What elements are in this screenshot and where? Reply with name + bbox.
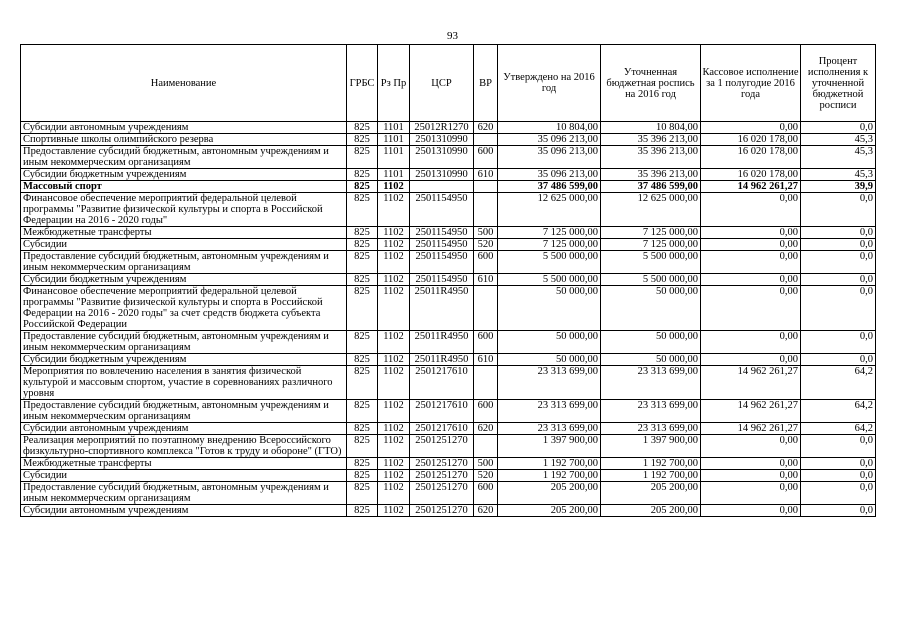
- cell-name: Субсидии автономным учреждениям: [21, 423, 347, 435]
- cell-percent: 0,0: [801, 482, 876, 505]
- cell-rzpr: 1102: [378, 251, 410, 274]
- cell-cash: 0,00: [701, 193, 801, 227]
- table-row: [21, 181, 876, 193]
- cell-percent: 45,3: [801, 146, 876, 169]
- cell-vr: 500: [474, 227, 498, 239]
- cell-approved: 23 313 699,00: [498, 423, 601, 435]
- table-row: [21, 482, 876, 505]
- cell-name: Предоставление субсидий бюджетным, автономным учреждениям и иным некоммерческим организациям: [21, 146, 347, 169]
- cell-name: Предоставление субсидий бюджетным, автономным учреждениям и иным некоммерческим организациям: [21, 400, 347, 423]
- cell-rzpr: 1102: [378, 482, 410, 505]
- table-row: [21, 331, 876, 354]
- cell-csr: 2501251270: [410, 435, 474, 458]
- cell-vr: 620: [474, 423, 498, 435]
- cell-refined: 35 396 213,00: [601, 134, 701, 146]
- cell-name: Предоставление субсидий бюджетным, автономным учреждениям и иным некоммерческим организациям: [21, 331, 347, 354]
- cell-approved: 37 486 599,00: [498, 181, 601, 193]
- cell-refined: 23 313 699,00: [601, 400, 701, 423]
- cell-csr: 2501154950: [410, 251, 474, 274]
- header-cash: Кассовое исполнение за 1 полугодие 2016 года: [701, 45, 801, 122]
- cell-cash: 0,00: [701, 505, 801, 517]
- cell-cash: 14 962 261,27: [701, 181, 801, 193]
- cell-approved: 205 200,00: [498, 505, 601, 517]
- cell-vr: 600: [474, 482, 498, 505]
- cell-cash: 14 962 261,27: [701, 400, 801, 423]
- cell-percent: 0,0: [801, 122, 876, 134]
- cell-cash: 0,00: [701, 122, 801, 134]
- cell-approved: 23 313 699,00: [498, 366, 601, 400]
- cell-rzpr: 1102: [378, 458, 410, 470]
- table-row: [21, 505, 876, 517]
- cell-rzpr: 1102: [378, 505, 410, 517]
- cell-approved: 5 500 000,00: [498, 274, 601, 286]
- cell-vr: [474, 181, 498, 193]
- cell-percent: 0,0: [801, 435, 876, 458]
- cell-refined: 5 500 000,00: [601, 251, 701, 274]
- cell-vr: [474, 134, 498, 146]
- table-row: [21, 193, 876, 227]
- cell-vr: 610: [474, 274, 498, 286]
- cell-rzpr: 1101: [378, 146, 410, 169]
- cell-percent: 64,2: [801, 400, 876, 423]
- cell-name: Субсидии бюджетным учреждениям: [21, 354, 347, 366]
- cell-cash: 0,00: [701, 470, 801, 482]
- cell-csr: 25012R1270: [410, 122, 474, 134]
- cell-csr: 2501154950: [410, 227, 474, 239]
- cell-cash: 16 020 178,00: [701, 146, 801, 169]
- cell-vr: 600: [474, 146, 498, 169]
- cell-csr: 2501251270: [410, 470, 474, 482]
- cell-approved: 50 000,00: [498, 286, 601, 331]
- cell-name: Финансовое обеспечение мероприятий федеральной целевой программы "Развитие физической культуры и спорта в Российской Федерации на 2016 - 2020 годы": [21, 193, 347, 227]
- cell-rzpr: 1102: [378, 400, 410, 423]
- cell-approved: 23 313 699,00: [498, 400, 601, 423]
- cell-grbs: 825: [347, 227, 378, 239]
- cell-csr: 25011R4950: [410, 354, 474, 366]
- cell-vr: 520: [474, 239, 498, 251]
- cell-grbs: 825: [347, 423, 378, 435]
- cell-refined: 10 804,00: [601, 122, 701, 134]
- cell-grbs: 825: [347, 193, 378, 227]
- cell-refined: 7 125 000,00: [601, 239, 701, 251]
- page-number: 93: [447, 30, 458, 42]
- cell-csr: 2501310990: [410, 169, 474, 181]
- cell-csr: 2501154950: [410, 239, 474, 251]
- cell-percent: 0,0: [801, 505, 876, 517]
- cell-rzpr: 1102: [378, 366, 410, 400]
- cell-grbs: 825: [347, 122, 378, 134]
- cell-cash: 0,00: [701, 251, 801, 274]
- cell-grbs: 825: [347, 505, 378, 517]
- cell-refined: 37 486 599,00: [601, 181, 701, 193]
- cell-approved: 12 625 000,00: [498, 193, 601, 227]
- table-row: [21, 354, 876, 366]
- cell-percent: 0,0: [801, 251, 876, 274]
- cell-grbs: 825: [347, 274, 378, 286]
- cell-cash: 0,00: [701, 239, 801, 251]
- cell-refined: 12 625 000,00: [601, 193, 701, 227]
- cell-name: Межбюджетные трансферты: [21, 458, 347, 470]
- cell-refined: 1 192 700,00: [601, 458, 701, 470]
- cell-vr: 600: [474, 400, 498, 423]
- header-csr: ЦСР: [410, 45, 474, 122]
- table-body: [21, 122, 876, 517]
- cell-rzpr: 1101: [378, 134, 410, 146]
- cell-grbs: 825: [347, 181, 378, 193]
- cell-rzpr: 1102: [378, 239, 410, 251]
- cell-vr: 600: [474, 331, 498, 354]
- cell-approved: 1 192 700,00: [498, 458, 601, 470]
- cell-cash: 0,00: [701, 482, 801, 505]
- cell-grbs: 825: [347, 400, 378, 423]
- cell-name: Субсидии автономным учреждениям: [21, 505, 347, 517]
- table-row: [21, 239, 876, 251]
- cell-grbs: 825: [347, 331, 378, 354]
- cell-percent: 39,9: [801, 181, 876, 193]
- table-row: [21, 274, 876, 286]
- cell-rzpr: 1102: [378, 181, 410, 193]
- table-row: [21, 423, 876, 435]
- cell-rzpr: 1102: [378, 435, 410, 458]
- cell-approved: 1 192 700,00: [498, 470, 601, 482]
- cell-vr: 620: [474, 505, 498, 517]
- cell-csr: 2501251270: [410, 482, 474, 505]
- cell-refined: 205 200,00: [601, 482, 701, 505]
- cell-grbs: 825: [347, 482, 378, 505]
- cell-csr: 2501217610: [410, 400, 474, 423]
- cell-vr: 610: [474, 169, 498, 181]
- cell-name: Межбюджетные трансферты: [21, 227, 347, 239]
- cell-rzpr: 1101: [378, 169, 410, 181]
- cell-percent: 0,0: [801, 286, 876, 331]
- cell-name: Предоставление субсидий бюджетным, автономным учреждениям и иным некоммерческим организациям: [21, 482, 347, 505]
- cell-refined: 205 200,00: [601, 505, 701, 517]
- cell-vr: 620: [474, 122, 498, 134]
- cell-cash: 0,00: [701, 458, 801, 470]
- header-refined: Уточненная бюджетная роспись на 2016 год: [601, 45, 701, 122]
- cell-grbs: 825: [347, 251, 378, 274]
- cell-cash: 0,00: [701, 331, 801, 354]
- table-row: [21, 458, 876, 470]
- cell-csr: 2501217610: [410, 366, 474, 400]
- cell-approved: 1 397 900,00: [498, 435, 601, 458]
- cell-approved: 35 096 213,00: [498, 146, 601, 169]
- cell-vr: [474, 193, 498, 227]
- cell-grbs: 825: [347, 134, 378, 146]
- cell-refined: 35 396 213,00: [601, 169, 701, 181]
- table-row: [21, 227, 876, 239]
- cell-name: Предоставление субсидий бюджетным, автономным учреждениям и иным некоммерческим организациям: [21, 251, 347, 274]
- cell-name: Субсидии: [21, 470, 347, 482]
- cell-refined: 1 192 700,00: [601, 470, 701, 482]
- cell-grbs: 825: [347, 286, 378, 331]
- cell-rzpr: 1102: [378, 331, 410, 354]
- cell-approved: 7 125 000,00: [498, 227, 601, 239]
- cell-csr: 2501310990: [410, 134, 474, 146]
- cell-approved: 10 804,00: [498, 122, 601, 134]
- cell-grbs: 825: [347, 458, 378, 470]
- cell-cash: 0,00: [701, 274, 801, 286]
- cell-csr: 2501154950: [410, 274, 474, 286]
- table-row: [21, 169, 876, 181]
- cell-approved: 205 200,00: [498, 482, 601, 505]
- cell-csr: 2501251270: [410, 505, 474, 517]
- cell-percent: 0,0: [801, 331, 876, 354]
- cell-refined: 23 313 699,00: [601, 366, 701, 400]
- cell-refined: 35 396 213,00: [601, 146, 701, 169]
- cell-rzpr: 1102: [378, 286, 410, 331]
- cell-cash: 14 962 261,27: [701, 423, 801, 435]
- cell-csr: 2501310990: [410, 146, 474, 169]
- cell-grbs: 825: [347, 435, 378, 458]
- cell-approved: 50 000,00: [498, 354, 601, 366]
- cell-name: Субсидии бюджетным учреждениям: [21, 169, 347, 181]
- cell-vr: 610: [474, 354, 498, 366]
- cell-grbs: 825: [347, 470, 378, 482]
- cell-percent: 0,0: [801, 354, 876, 366]
- cell-cash: 16 020 178,00: [701, 169, 801, 181]
- table-row: [21, 146, 876, 169]
- cell-csr: [410, 181, 474, 193]
- header-grbs: ГРБС: [347, 45, 378, 122]
- cell-grbs: 825: [347, 354, 378, 366]
- cell-refined: 50 000,00: [601, 354, 701, 366]
- cell-name: Спортивные школы олимпийского резерва: [21, 134, 347, 146]
- cell-cash: 14 962 261,27: [701, 366, 801, 400]
- table-header-row: [21, 45, 876, 122]
- budget-table: [20, 44, 876, 517]
- cell-name: Субсидии: [21, 239, 347, 251]
- cell-name: Финансовое обеспечение мероприятий федеральной целевой программы "Развитие физической культуры и спорта в Российской Федерации на 2016 - 2020 годы" за счет средств бюджета субъекта Российской Федерации: [21, 286, 347, 331]
- cell-percent: 45,3: [801, 134, 876, 146]
- table-row: [21, 286, 876, 331]
- cell-grbs: 825: [347, 146, 378, 169]
- cell-refined: 7 125 000,00: [601, 227, 701, 239]
- header-percent: Процент исполнения к уточненной бюджетной росписи: [801, 45, 876, 122]
- cell-refined: 50 000,00: [601, 331, 701, 354]
- cell-name: Субсидии бюджетным учреждениям: [21, 274, 347, 286]
- cell-csr: 2501154950: [410, 193, 474, 227]
- cell-refined: 23 313 699,00: [601, 423, 701, 435]
- cell-csr: 2501251270: [410, 458, 474, 470]
- cell-approved: 7 125 000,00: [498, 239, 601, 251]
- cell-cash: 0,00: [701, 435, 801, 458]
- cell-percent: 45,3: [801, 169, 876, 181]
- cell-csr: 2501217610: [410, 423, 474, 435]
- cell-cash: 0,00: [701, 286, 801, 331]
- cell-rzpr: 1102: [378, 274, 410, 286]
- cell-rzpr: 1102: [378, 193, 410, 227]
- cell-grbs: 825: [347, 169, 378, 181]
- table-row: [21, 400, 876, 423]
- cell-refined: 50 000,00: [601, 286, 701, 331]
- cell-percent: 64,2: [801, 423, 876, 435]
- cell-percent: 0,0: [801, 227, 876, 239]
- cell-cash: 16 020 178,00: [701, 134, 801, 146]
- cell-percent: 0,0: [801, 274, 876, 286]
- table-row: [21, 251, 876, 274]
- table-row: [21, 470, 876, 482]
- header-rzpr: Рз Пр: [378, 45, 410, 122]
- cell-vr: 600: [474, 251, 498, 274]
- cell-rzpr: 1102: [378, 354, 410, 366]
- cell-approved: 35 096 213,00: [498, 169, 601, 181]
- cell-name: Субсидии автономным учреждениям: [21, 122, 347, 134]
- cell-cash: 0,00: [701, 227, 801, 239]
- cell-grbs: 825: [347, 366, 378, 400]
- cell-percent: 0,0: [801, 239, 876, 251]
- cell-name: Реализация мероприятий по поэтапному внедрению Всероссийского физкультурно-спортивного комплекса "Готов к труду и обороне" (ГТО): [21, 435, 347, 458]
- cell-percent: 0,0: [801, 458, 876, 470]
- cell-percent: 64,2: [801, 366, 876, 400]
- header-vr: ВР: [474, 45, 498, 122]
- cell-approved: 35 096 213,00: [498, 134, 601, 146]
- cell-vr: 500: [474, 458, 498, 470]
- cell-rzpr: 1101: [378, 122, 410, 134]
- table-row: [21, 366, 876, 400]
- table-row: [21, 134, 876, 146]
- table-row: [21, 122, 876, 134]
- cell-vr: [474, 286, 498, 331]
- cell-name: Мероприятия по вовлечению населения в занятия физической культурой и массовым спортом, участие в соревнованиях различного уровня: [21, 366, 347, 400]
- cell-vr: 520: [474, 470, 498, 482]
- cell-rzpr: 1102: [378, 227, 410, 239]
- cell-rzpr: 1102: [378, 423, 410, 435]
- cell-csr: 25011R4950: [410, 286, 474, 331]
- cell-approved: 5 500 000,00: [498, 251, 601, 274]
- header-name: Наименование: [21, 45, 347, 122]
- cell-csr: 25011R4950: [410, 331, 474, 354]
- cell-grbs: 825: [347, 239, 378, 251]
- cell-refined: 5 500 000,00: [601, 274, 701, 286]
- header-approved: Утверждено на 2016 год: [498, 45, 601, 122]
- cell-approved: 50 000,00: [498, 331, 601, 354]
- cell-rzpr: 1102: [378, 470, 410, 482]
- cell-cash: 0,00: [701, 354, 801, 366]
- cell-vr: [474, 435, 498, 458]
- cell-refined: 1 397 900,00: [601, 435, 701, 458]
- cell-name: Массовый спорт: [21, 181, 347, 193]
- cell-vr: [474, 366, 498, 400]
- cell-percent: 0,0: [801, 470, 876, 482]
- cell-percent: 0,0: [801, 193, 876, 227]
- table-row: [21, 435, 876, 458]
